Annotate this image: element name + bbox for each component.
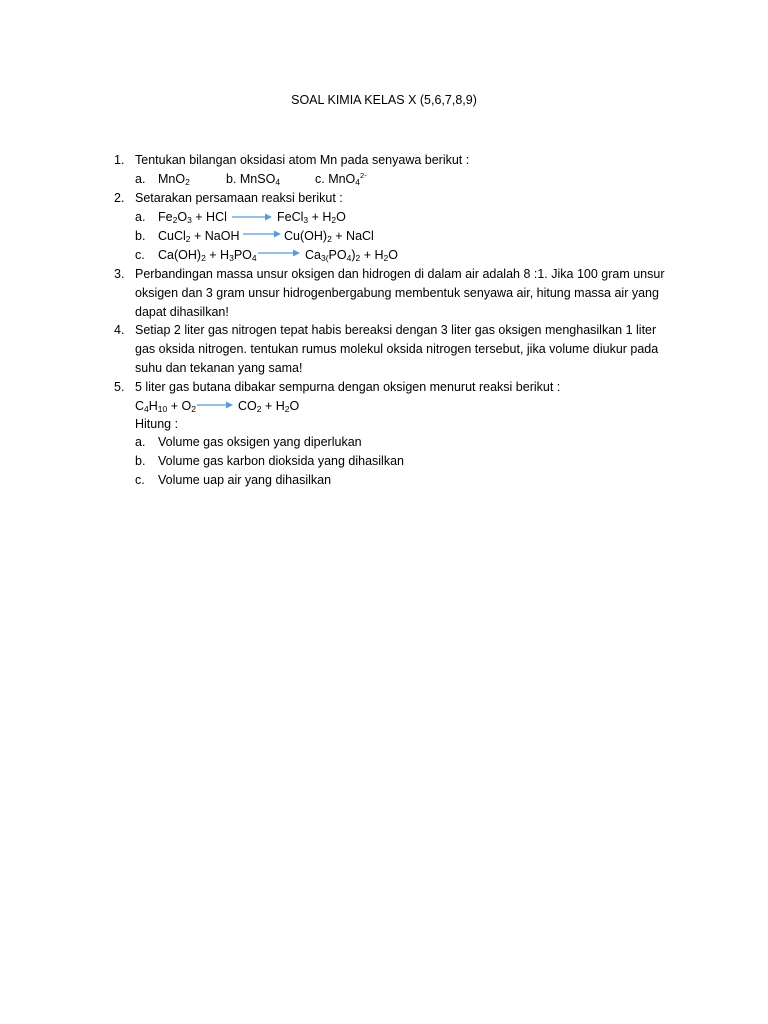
q2-c-reactants: $Ca(OH)_2 + H_3PO_4$ bbox=[158, 248, 257, 263]
q5-b-label: b. bbox=[135, 454, 146, 468]
q1-c-formula: c. MnO$_4^{2-}$ bbox=[315, 171, 367, 187]
q2-c-products: $Ca_{3(}PO_4)_2 + H_2O$ bbox=[305, 248, 398, 263]
q5-text: 5 liter gas butana dibakar sempurna dengan oksigen menurut reaksi berikut : bbox=[135, 380, 561, 394]
q2-b-label: b. bbox=[135, 229, 146, 243]
q5-a-label: a. bbox=[135, 435, 146, 449]
q5-equation-arrow bbox=[197, 400, 233, 410]
page-title: SOAL KIMIA KELAS X (5,6,7,8,9) bbox=[291, 93, 477, 107]
q1-a-label: a. bbox=[135, 172, 146, 186]
q2-b-reactants: CuCl$_2$ + NaOH bbox=[158, 229, 240, 244]
q4-line-1: Setiap 2 liter gas nitrogen tepat habis bereaksi dengan 3 liter gas oksigen menghasilkan 1 liter bbox=[135, 323, 657, 337]
q2-c-arrow bbox=[258, 248, 300, 258]
q2-c-label: c. bbox=[135, 248, 145, 262]
q5-equation-products: $CO_2 + H_2O$ bbox=[238, 399, 300, 414]
q5-equation-reactants: $C_4H_{10} + O_2$ bbox=[135, 399, 196, 414]
q2-number: 2. bbox=[114, 191, 125, 205]
q3-number: 3. bbox=[114, 267, 125, 281]
q3-line-2: oksigen dan 3 gram unsur hidrogenbergabung membentuk senyawa air, hitung massa air yang bbox=[135, 286, 659, 300]
q3-line-1: Perbandingan massa unsur oksigen dan hidrogen di dalam air adalah 8 :1. Jika 100 gram unsur bbox=[135, 267, 665, 281]
q2-b-arrow bbox=[243, 229, 281, 239]
q1-b-formula: b. MnSO$_4$ bbox=[226, 172, 281, 187]
q4-number: 4. bbox=[114, 323, 125, 337]
q2-a-reactants: $Fe_2O_3$ + HCl bbox=[158, 210, 227, 225]
q1-a-formula: MnO$_2$ bbox=[158, 172, 190, 187]
q2-a-label: a. bbox=[135, 210, 146, 224]
q2-a-products: FeCl$_3$ + $H_2O$ bbox=[277, 210, 346, 225]
q5-a-text: Volume gas oksigen yang diperlukan bbox=[158, 435, 362, 449]
q2-text: Setarakan persamaan reaksi berikut : bbox=[135, 191, 343, 205]
q4-line-2: gas oksida nitrogen. tentukan rumus molekul oksida nitrogen tersebut, jika volume diukur pada bbox=[135, 342, 659, 356]
q4-line-3: suhu dan tekanan yang sama! bbox=[135, 361, 303, 375]
q5-b-text: Volume gas karbon dioksida yang dihasilkan bbox=[158, 454, 404, 468]
q2-b-products: $Cu(OH)_2$ + NaCl bbox=[284, 229, 374, 244]
q3-line-3: dapat dihasilkan! bbox=[135, 305, 229, 319]
q5-hitung: Hitung : bbox=[135, 417, 179, 431]
q5-number: 5. bbox=[114, 380, 125, 394]
q1-text: Tentukan bilangan oksidasi atom Mn pada senyawa berikut : bbox=[135, 153, 470, 167]
q2-a-arrow bbox=[232, 212, 272, 222]
q5-c-text: Volume uap air yang dihasilkan bbox=[158, 473, 332, 487]
q1-number: 1. bbox=[114, 153, 125, 167]
q5-c-label: c. bbox=[135, 473, 145, 487]
